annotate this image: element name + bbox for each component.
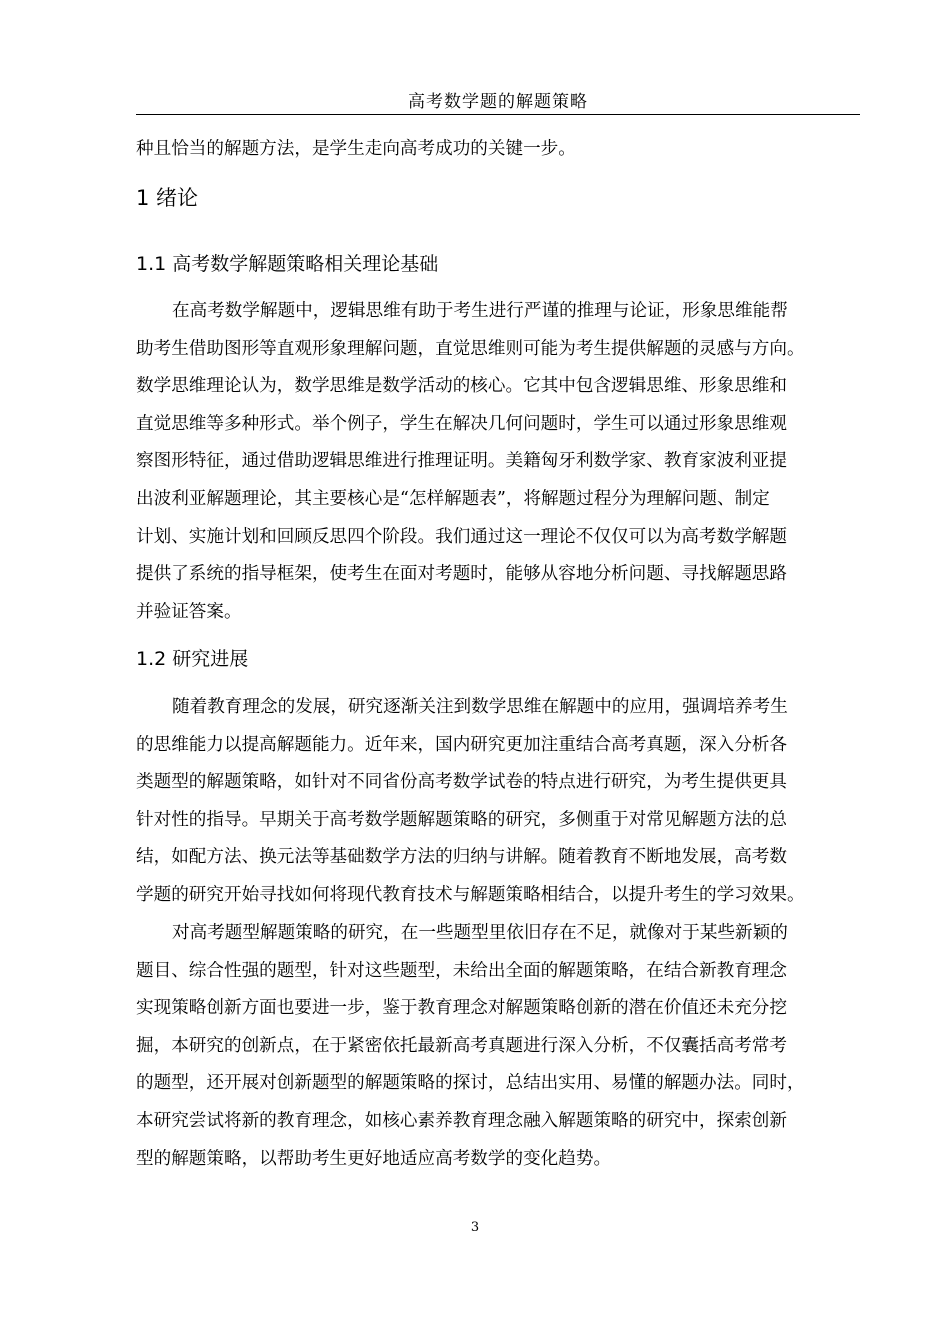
paragraph-line: 题目、综合性强的题型，针对这些题型，未给出全面的解题策略，在结合新教育理念	[136, 960, 787, 981]
theory-paragraph	[136, 293, 866, 631]
paragraph-line: 本研究尝试将新的教育理念，如核心素养教育理念融入解题策略的研究中，探索创新	[136, 1110, 787, 1131]
paragraph-line: 察图形特征，通过借助逻辑思维进行推理证明。美籍匈牙利数学家、教育家波利亚提	[136, 451, 787, 472]
chapter-heading: 1 绪论	[136, 186, 199, 210]
paragraph-line: 直觉思维等多种形式。举个例子，学生在解决几何问题时，学生可以通过形象思维观	[136, 413, 787, 434]
paragraph-line: 助考生借助图形等直观形象理解问题，直觉思维则可能为考生提供解题的灵感与方向。	[136, 338, 805, 359]
paragraph-line: 的题型，还开展对创新题型的解题策略的探讨，总结出实用、易懂的解题办法。同时，	[136, 1073, 805, 1094]
running-header-title: 高考数学题的解题策略	[408, 92, 588, 112]
paragraph-line: 提供了系统的指导框架，使考生在面对考题时，能够从容地分析问题、寻找解题思路	[136, 564, 787, 585]
paragraph-line: 掘，本研究的创新点，在于紧密依托最新高考真题进行深入分析，不仅囊括高考常考	[136, 1035, 787, 1056]
paragraph-line: 型的解题策略，以帮助考生更好地适应高考数学的变化趋势。	[136, 1148, 612, 1169]
paragraph-line: 的思维能力以提高解题能力。近年来，国内研究更加注重结合高考真题，深入分析各	[136, 734, 787, 755]
paragraph-line: 并验证答案。	[136, 601, 242, 622]
running-header	[136, 92, 860, 115]
page-number: 3	[470, 1220, 480, 1235]
paragraph-line: 对高考题型解题策略的研究，在一些题型里依旧存在不足，就像对于某些新颖的	[172, 923, 788, 943]
paragraph-line: 类题型的解题策略，如针对不同省份高考数学试卷的特点进行研究，为考生提供更具	[136, 772, 787, 793]
paragraph-line: 计划、实施计划和回顾反思四个阶段。我们通过这一理论不仅仅可以为高考数学解题	[136, 526, 787, 547]
paragraph-line: 数学思维理论认为，数学思维是数学活动的核心。它其中包含逻辑思维、形象思维和	[136, 376, 787, 397]
paragraph-line: 种且恰当的解题方法，是学生走向高考成功的关键一步。	[136, 139, 576, 159]
progress-paragraph-2	[136, 915, 866, 1178]
paragraph-line: 实现策略创新方面也要进一步，鉴于教育理念对解题策略创新的潜在价值还未充分挖	[136, 998, 787, 1019]
paragraph-line: 结，如配方法、换元法等基础数学方法的归纳与讲解。随着教育不断地发展，高考数	[136, 847, 787, 868]
paragraph-line: 出波利亚解题理论，其主要核心是“怎样解题表”，将解题过程分为理解问题、制定	[136, 488, 770, 509]
section-heading-1-2: 1.2 研究进展	[136, 648, 249, 670]
paragraph-line: 在高考数学解题中，逻辑思维有助于考生进行严谨的推理与论证，形象思维能帮	[172, 301, 788, 321]
paragraph-line: 学题的研究开始寻找如何将现代教育技术与解题策略相结合，以提升考生的学习效果。	[136, 884, 805, 905]
section-heading-1-1: 1.1 高考数学解题策略相关理论基础	[136, 253, 439, 275]
continuation-paragraph	[136, 131, 866, 169]
paragraph-line: 随着教育理念的发展，研究逐渐关注到数学思维在解题中的应用，强调培养考生	[172, 697, 788, 717]
progress-paragraph-1	[136, 689, 866, 915]
paragraph-line: 针对性的指导。早期关于高考数学题解题策略的研究，多侧重于对常见解题方法的总	[136, 809, 787, 830]
